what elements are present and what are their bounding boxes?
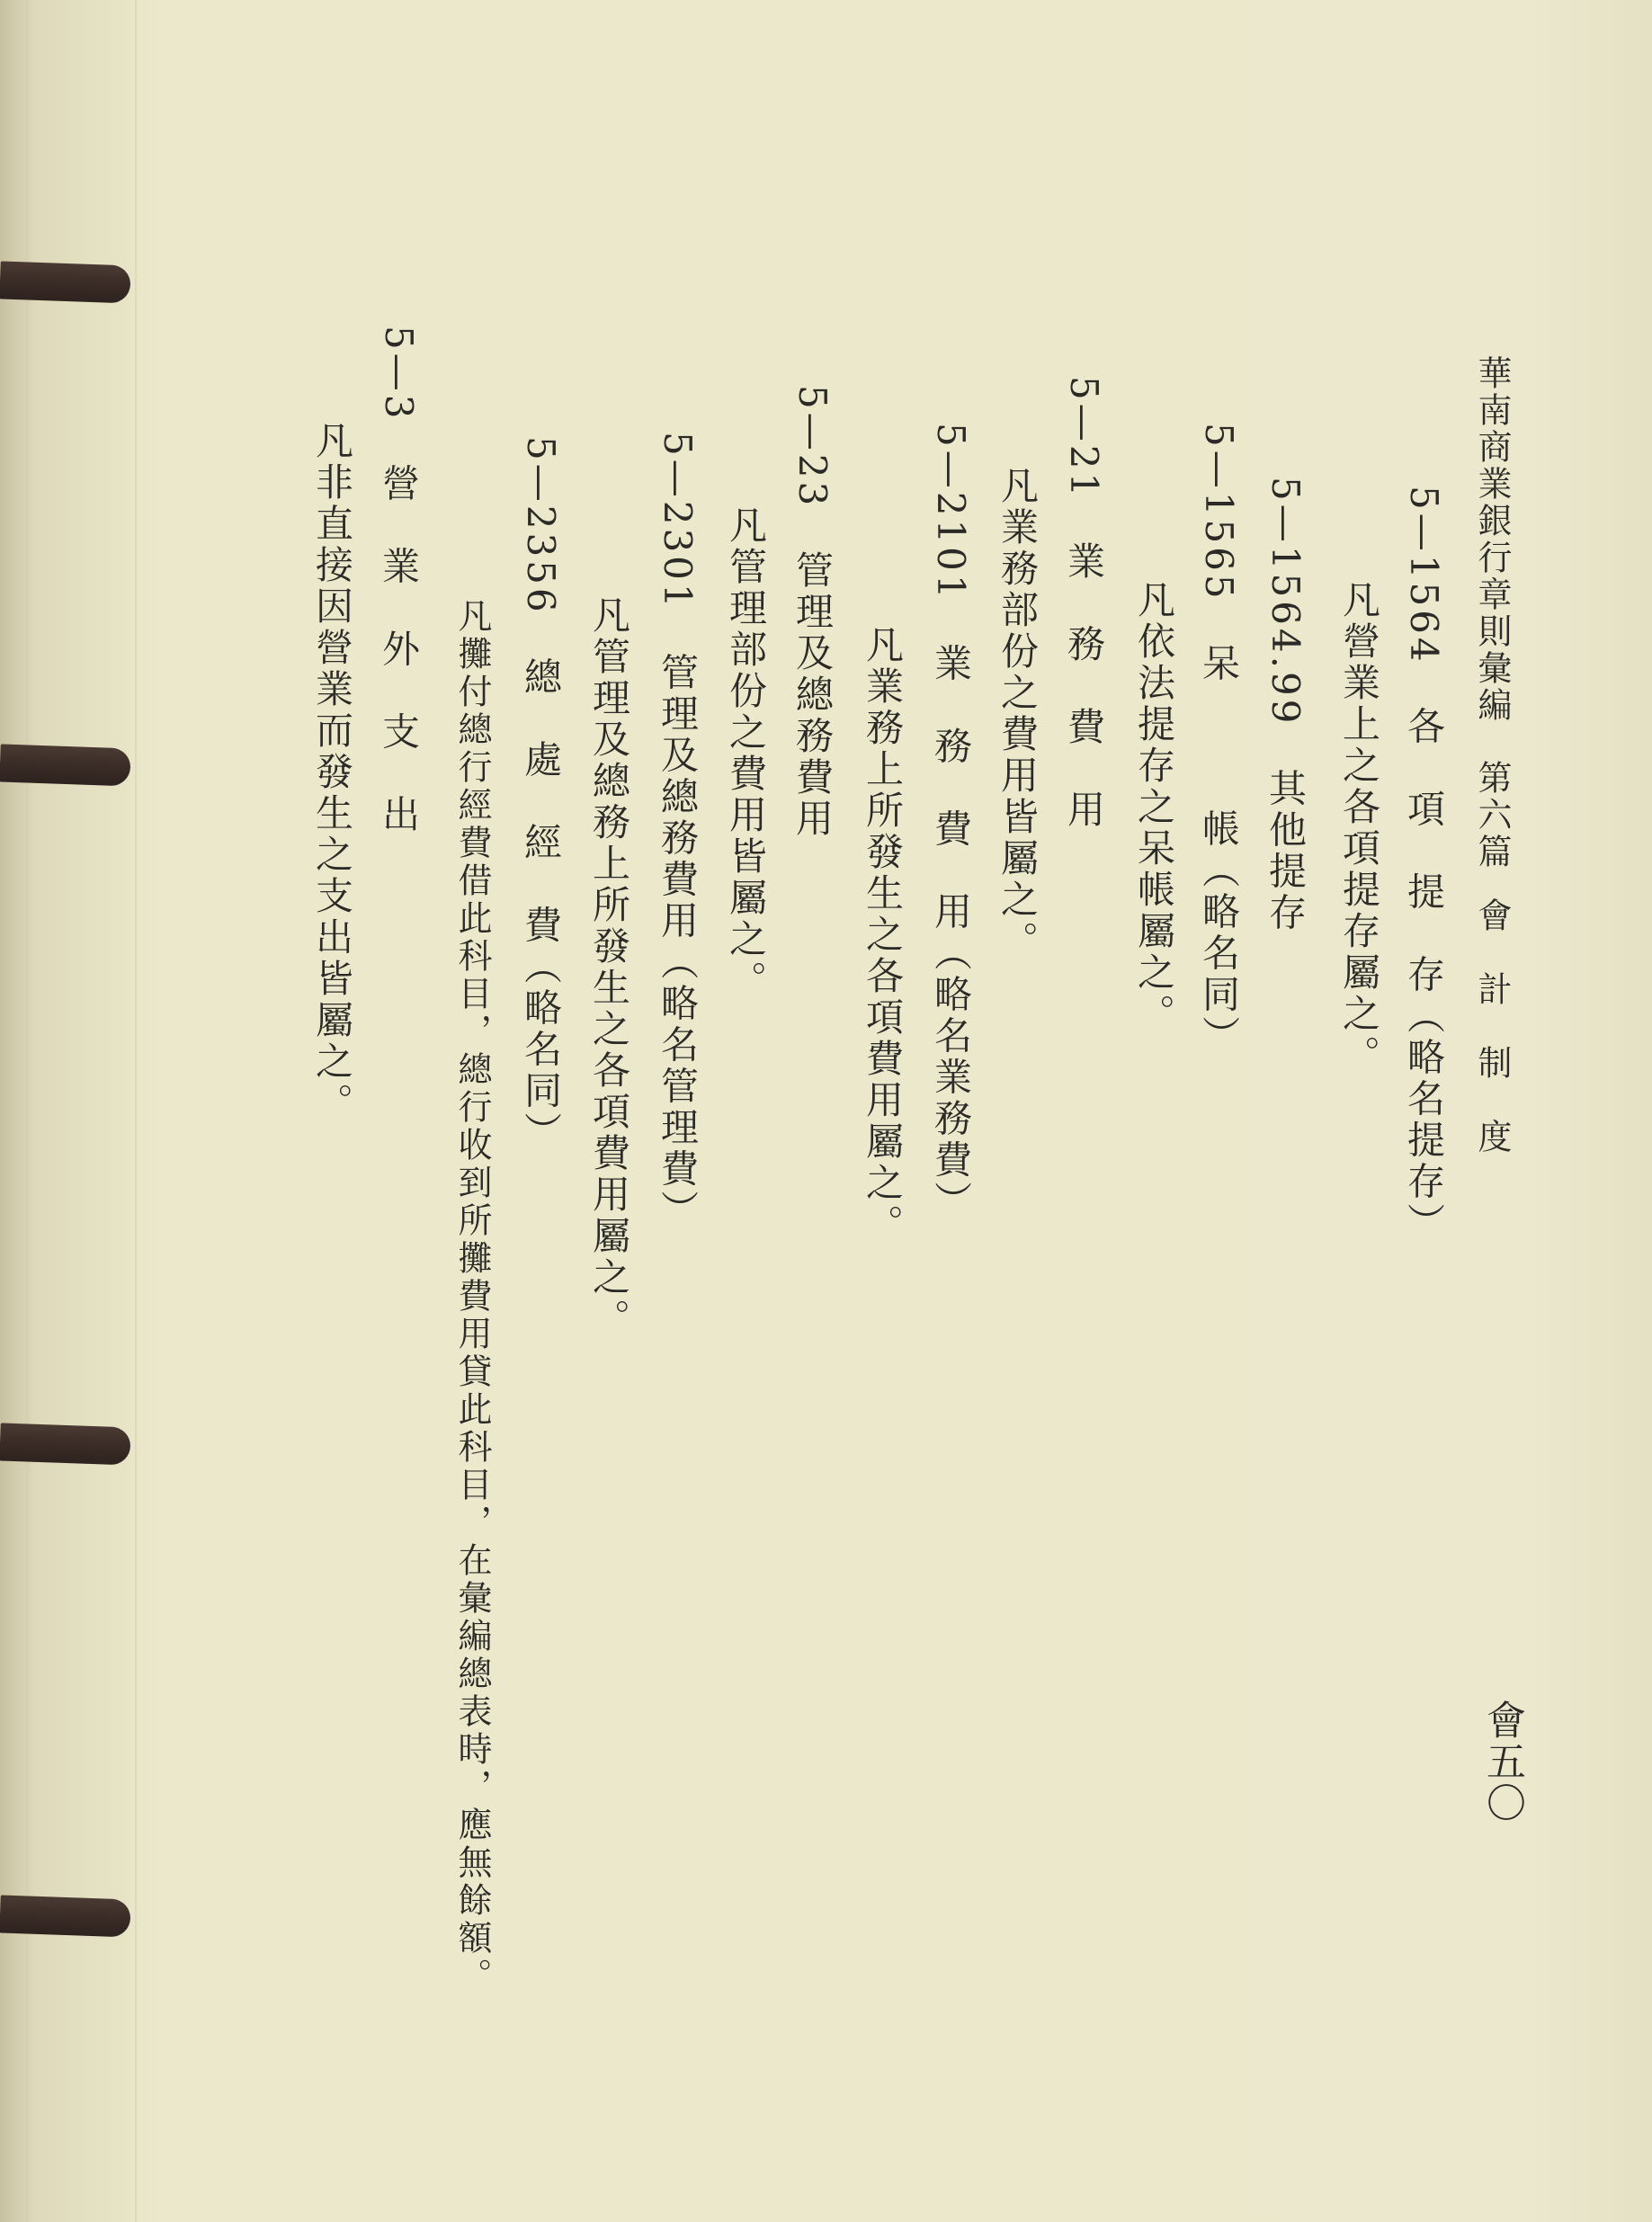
entry-5-2301-description: 凡管理及總務上所發生之各項費用屬之。 <box>587 595 631 1340</box>
section-label: 會 計 制 度 <box>1472 897 1512 1156</box>
entry-5-1564-description: 凡營業上之各項提存屬之。 <box>1337 580 1381 1076</box>
running-header <box>1472 355 1512 1156</box>
binding-thread <box>0 1423 131 1465</box>
entry-5-1564: 5—1564 各 項 提 存（略名提存） <box>1402 486 1446 1245</box>
binding-thread <box>0 261 131 303</box>
page-number: 會五〇 <box>1479 1700 1525 1824</box>
entry-5-2301: 5—2301 管理及總務費用（略名管理費） <box>656 432 700 1232</box>
entry-5-23: 5—23 管理及總務費用 <box>790 385 835 841</box>
entry-5-2356-description: 凡攤付總行經費借此科目，總行收到所攤費用貸此科目，在彙編總表時，應無餘額。 <box>452 598 492 1995</box>
chapter-label: 第六篇 <box>1472 760 1512 870</box>
entry-5-1564-99: 5—1564.99 其他提存 <box>1264 477 1308 934</box>
binding-shadow <box>0 0 135 2222</box>
entry-5-23-description: 凡管理部份之費用皆屬之。 <box>724 505 768 1002</box>
entry-5-1565-description: 凡依法提存之呆帳屬之。 <box>1132 580 1176 1035</box>
page-margin-line <box>135 0 137 2222</box>
entry-5-21-description: 凡業務部份之費用皆屬之。 <box>996 466 1040 962</box>
book-title: 華南商業銀行章則彙編 <box>1472 355 1512 724</box>
page-fold-line <box>25 0 29 2222</box>
entry-5-21: 5—21 業 務 費 用 <box>1062 376 1106 832</box>
binding-thread <box>0 1895 131 1937</box>
entry-5-3-description: 凡非直接因營業而發生之支出皆屬之。 <box>310 421 354 1124</box>
entry-5-3: 5—3 營 業 外 支 出 <box>377 326 421 836</box>
binding-thread <box>0 744 131 786</box>
entry-5-2101-description: 凡業務上所發生之各項費用屬之。 <box>861 625 905 1245</box>
entry-5-2101: 5—2101 業 務 費 用（略名業務費） <box>929 423 973 1223</box>
entry-5-1565: 5—1565 呆 帳（略名同） <box>1197 423 1241 1057</box>
entry-5-2356: 5—2356 總 處 經 費（略名同） <box>519 436 563 1154</box>
